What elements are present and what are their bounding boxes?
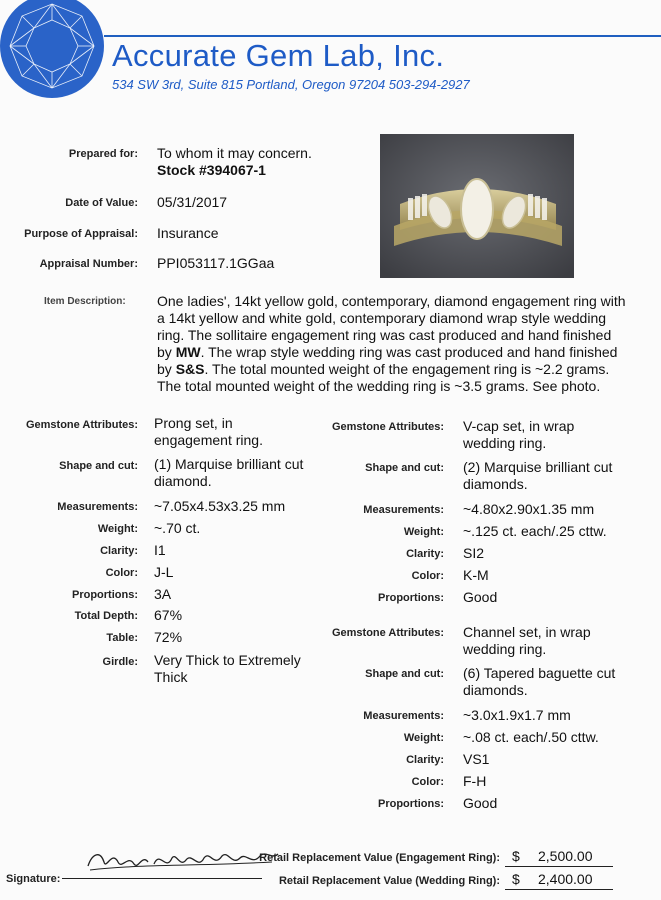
appraisal-number-value: PPI053117.1GGaa xyxy=(157,255,275,271)
right2-measurements-label: Measurements: xyxy=(363,710,444,722)
left-attributes-label: Gemstone Attributes: xyxy=(25,419,138,431)
prepared-for-label: Prepared for: xyxy=(68,148,138,160)
company-name: Accurate Gem Lab, Inc. xyxy=(112,38,445,73)
purpose-value: Insurance xyxy=(157,225,219,241)
left-table: 72% xyxy=(154,629,183,645)
right2-attributes-label: Gemstone Attributes: xyxy=(331,627,444,639)
handwritten-signature xyxy=(82,840,282,880)
left-girdle-line1: Very Thick to Extremely xyxy=(154,652,301,668)
right1-color-label: Color: xyxy=(411,570,444,582)
maker-mw: MW xyxy=(175,344,201,360)
retail-engagement-currency: $ xyxy=(512,848,520,864)
retail-wedding-value: 2,400.00 xyxy=(538,871,593,887)
right2-proportions-label: Proportions: xyxy=(378,798,444,810)
right2-shape-line1: (6) Tapered baguette cut xyxy=(463,665,616,681)
left-proportions-label: Proportions: xyxy=(72,589,138,601)
retail-engagement-value: 2,500.00 xyxy=(538,848,593,864)
left-weight-label: Weight: xyxy=(97,523,138,535)
right1-attributes-line1: V-cap set, in wrap xyxy=(463,418,575,434)
retail-wedding-currency: $ xyxy=(512,871,520,887)
right1-clarity: SI2 xyxy=(463,545,485,561)
right2-clarity: VS1 xyxy=(463,751,490,767)
right2-shape-line2: diamonds. xyxy=(463,682,528,698)
right1-shape-line2: diamonds. xyxy=(463,476,528,492)
left-depth: 67% xyxy=(154,607,183,623)
right2-weight-label: Weight: xyxy=(403,732,444,744)
right2-attributes-line1: Channel set, in wrap xyxy=(463,624,591,640)
stock-number: Stock #394067-1 xyxy=(157,162,266,178)
right1-color: K-M xyxy=(463,567,489,583)
left-color: J-L xyxy=(154,564,174,580)
right2-shape-label: Shape and cut: xyxy=(365,668,444,680)
item-description-label: Item Description: xyxy=(44,296,126,307)
left-shape-label: Shape and cut: xyxy=(59,460,138,472)
right1-attributes-label: Gemstone Attributes: xyxy=(331,421,444,433)
right2-clarity-label: Clarity: xyxy=(406,754,444,766)
retail-engagement-underline xyxy=(505,866,613,867)
left-girdle-label: Girdle: xyxy=(102,656,138,668)
right1-shape-label: Shape and cut: xyxy=(365,462,444,474)
retail-wedding-label: Retail Replacement Value (Wedding Ring): xyxy=(278,875,500,887)
right1-clarity-label: Clarity: xyxy=(406,548,444,560)
right1-proportions-label: Proportions: xyxy=(378,592,444,604)
item-description: One ladies', 14kt yellow gold, contemporary, diamond engagement ring with a 14kt yellow and white gold, contemporary diamond wrap style wedding ring. The sollitaire engagement ring was cast produced and hand finished by MW. The wrap style wedding ring was cast produced and hand finished by S&S. The total mounted weight of the engagement ring is ~2.2 grams. The total mounted weight of the wedding ring is ~3.5 grams. See photo. xyxy=(157,293,626,394)
left-clarity: I1 xyxy=(154,542,166,558)
left-attributes-line1: Prong set, in xyxy=(154,415,233,431)
left-attributes-line2: engagement ring. xyxy=(154,432,263,448)
company-address: 534 SW 3rd, Suite 815 Portland, Oregon 97204 503-294-2927 xyxy=(112,77,470,92)
left-table-label: Table: xyxy=(106,632,138,644)
right1-proportions: Good xyxy=(463,589,498,605)
left-weight: ~.70 ct. xyxy=(154,520,201,536)
date-label: Date of Value: xyxy=(65,197,138,209)
right2-attributes-line2: wedding ring. xyxy=(463,641,547,657)
left-depth-label: Total Depth: xyxy=(74,610,138,622)
right2-measurements: ~3.0x1.9x1.7 mm xyxy=(463,707,571,723)
purpose-label: Purpose of Appraisal: xyxy=(24,228,138,240)
left-shape-line2: diamond. xyxy=(154,473,212,489)
right1-weight: ~.125 ct. each/.25 cttw. xyxy=(463,523,607,539)
right1-measurements: ~4.80x2.90x1.35 mm xyxy=(463,501,595,517)
left-measurements: ~7.05x4.53x3.25 mm xyxy=(154,498,286,514)
right1-measurements-label: Measurements: xyxy=(363,504,444,516)
appraisal-number-label: Appraisal Number: xyxy=(39,258,138,270)
left-color-label: Color: xyxy=(105,567,138,579)
right2-color-label: Color: xyxy=(411,776,444,788)
left-girdle-line2: Thick xyxy=(154,669,188,685)
left-clarity-label: Clarity: xyxy=(100,545,138,557)
retail-engagement-label: Retail Replacement Value (Engagement Ring): xyxy=(259,852,500,864)
right2-weight: ~.08 ct. each/.50 cttw. xyxy=(463,729,599,745)
right2-proportions: Good xyxy=(463,795,498,811)
maker-ss: S&S xyxy=(175,361,205,377)
prepared-for-value: To whom it may concern. xyxy=(157,145,312,161)
right1-weight-label: Weight: xyxy=(403,526,444,538)
left-measurements-label: Measurements: xyxy=(57,501,138,513)
company-logo-seal xyxy=(0,0,110,106)
date-value: 05/31/2017 xyxy=(157,194,228,210)
signature-label: Signature: xyxy=(6,873,61,885)
right2-color: F-H xyxy=(463,773,487,789)
signature-line xyxy=(62,878,262,879)
ring-photo xyxy=(380,134,574,278)
header-rule xyxy=(104,35,661,37)
retail-wedding-underline xyxy=(505,889,613,890)
right1-shape-line1: (2) Marquise brilliant cut xyxy=(463,459,613,475)
right1-attributes-line2: wedding ring. xyxy=(463,435,547,451)
left-proportions: 3A xyxy=(154,586,172,602)
left-shape-line1: (1) Marquise brilliant cut xyxy=(154,456,304,472)
